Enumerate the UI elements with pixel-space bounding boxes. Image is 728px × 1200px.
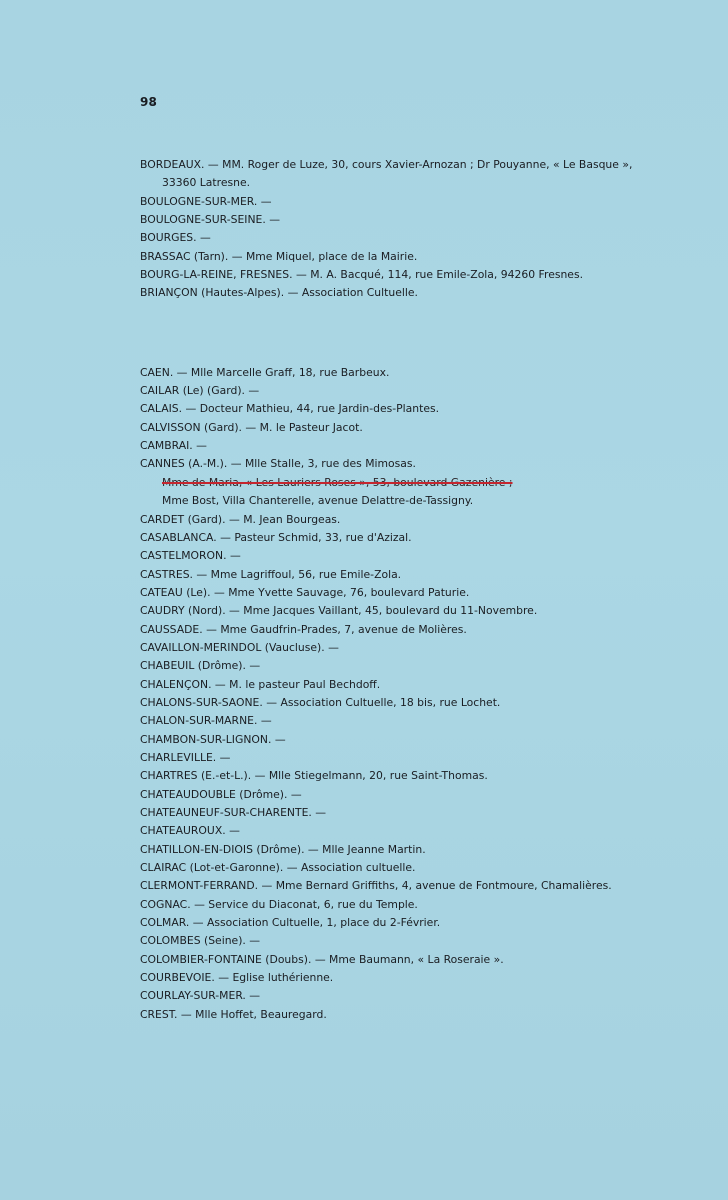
section-b [140,156,680,303]
list-entry: CHABEUIL (Drôme). — [140,659,261,673]
correspondents-list [140,156,680,1024]
list-entry: CHATILLON-EN-DIOIS (Drôme). — Mlle Jeanne Martin. [140,842,426,856]
list-entry: COLOMBES (Seine). — [140,934,261,948]
struck-out-entry: Mme de Maria, « Les Lauriers Roses », 53, boulevard Gazenière ; [162,475,513,489]
list-entry: CAMBRAI. — [140,439,207,453]
list-entry: CAEN. — Mlle Marcelle Graff, 18, rue Barbeux. [140,365,390,379]
list-entry: CASTRES. — Mme Lagriffoul, 56, rue Emile-Zola. [140,567,402,581]
list-entry: BRASSAC (Tarn). — Mme Miquel, place de la Mairie. [140,249,418,263]
list-entry: CALAIS. — Docteur Mathieu, 44, rue Jardin-des-Plantes. [140,402,440,416]
list-entry: CAILAR (Le) (Gard). — [140,384,260,398]
list-entry: BOURG-LA-REINE, FRESNES. — M. A. Bacqué, 114, rue Emile-Zola, 94260 Fresnes. [140,268,583,282]
list-entry: CREST. — Mlle Hoffet, Beauregard. [140,1007,327,1021]
list-entry: 33360 Latresne. [162,176,251,190]
list-entry: CHALONS-SUR-SAONE. — Association Cultuelle, 18 bis, rue Lochet. [140,695,501,709]
list-entry: CASABLANCA. — Pasteur Schmid, 33, rue d'Azizal. [140,530,412,544]
list-entry: CAVAILLON-MERINDOL (Vaucluse). — [140,640,339,654]
list-entry: CALVISSON (Gard). — M. le Pasteur Jacot. [140,420,363,434]
list-entry: CLERMONT-FERRAND. — Mme Bernard Griffiths, 4, avenue de Fontmoure, Chamalières. [140,879,612,893]
list-entry: CATEAU (Le). — Mme Yvette Sauvage, 76, boulevard Paturie. [140,585,470,599]
list-entry: CHATEAUROUX. — [140,824,240,838]
list-entry: COURLAY-SUR-MER. — [140,989,261,1003]
list-entry: BRIANÇON (Hautes-Alpes). — Association Cultuelle. [140,286,418,300]
list-entry: CHARTRES (E.-et-L.). — Mlle Stiegelmann, 20, rue Saint-Thomas. [140,769,488,783]
list-entry: COGNAC. — Service du Diaconat, 6, rue du Temple. [140,897,418,911]
list-entry: CHAMBON-SUR-LIGNON. — [140,732,286,746]
list-entry: CARDET (Gard). — M. Jean Bourgeas. [140,512,341,526]
list-entry: CHARLEVILLE. — [140,750,231,764]
list-entry: CASTELMORON. — [140,549,241,563]
list-entry: COURBEVOIE. — Eglise luthérienne. [140,971,334,985]
page-number: 98 [140,95,158,109]
list-entry: CLAIRAC (Lot-et-Garonne). — Association cultuelle. [140,861,416,875]
list-entry: BOULOGNE-SUR-SEINE. — [140,213,281,227]
list-entry: BORDEAUX. — MM. Roger de Luze, 30, cours Xavier-Arnozan ; Dr Pouyanne, « Le Basque », [140,158,633,171]
list-entry: CHATEAUDOUBLE (Drôme). — [140,787,302,801]
list-entry: COLMAR. — Association Cultuelle, 1, place du 2-Février. [140,916,441,930]
pencil-mark [152,103,156,105]
list-entry: BOULOGNE-SUR-MER. — [140,194,272,208]
list-entry: CHALENÇON. — M. le pasteur Paul Bechdoff. [140,677,381,691]
section-c [140,364,680,1024]
list-entry: CAUDRY (Nord). — Mme Jacques Vaillant, 45, boulevard du 11-Novembre. [140,604,538,618]
list-entry: CAUSSADE. — Mme Gaudfrin-Prades, 7, avenue de Molières. [140,622,467,636]
list-entry: CANNES (A.-M.). — Mlle Stalle, 3, rue des Mimosas. [140,457,416,471]
list-entry: BOURGES. — [140,231,211,245]
list-entry: COLOMBIER-FONTAINE (Doubs). — Mme Baumann, « La Roseraie ». [140,952,504,966]
list-entry: Mme Bost, Villa Chanterelle, avenue Delattre-de-Tassigny. [162,494,474,508]
list-entry: CHATEAUNEUF-SUR-CHARENTE. — [140,806,327,819]
list-entry: CHALON-SUR-MARNE. — [140,714,272,728]
